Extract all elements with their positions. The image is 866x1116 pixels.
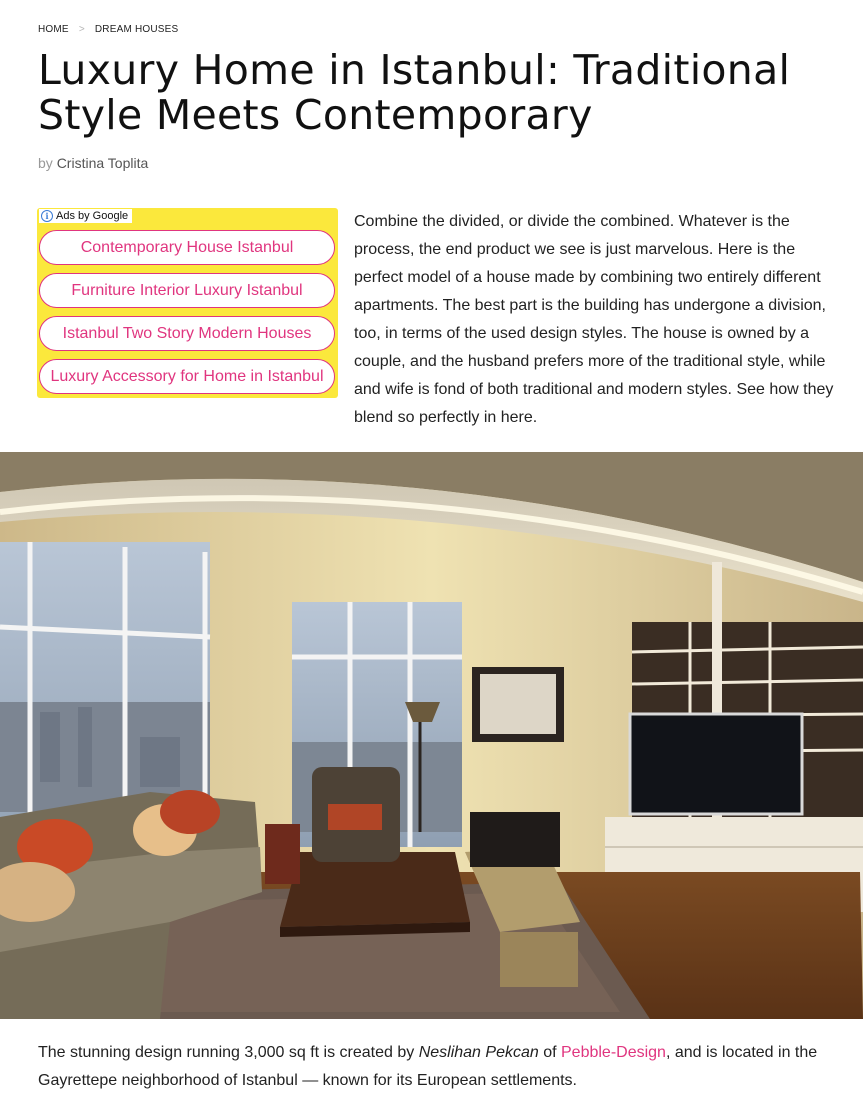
pebble-design-link[interactable]: Pebble-Design xyxy=(561,1044,666,1061)
caption-text-part2: of xyxy=(538,1044,561,1061)
info-icon[interactable]: i xyxy=(41,210,53,222)
breadcrumb-separator: > xyxy=(78,24,85,35)
caption-text-part1: The stunning design running 3,000 sq ft is created by xyxy=(38,1044,419,1061)
article-intro-paragraph: Combine the divided, or divide the combined. Whatever is the process, the end product we see is just marvelous. Here is the perfect model of a house made by combining two entirely different apartments. The best part is the building has undergone a division, too, in terms of the used design styles. The house is owned by a couple, and the husband prefers more of the traditional style, while and wife is fond of both traditional and modern styles. See how they blend so perfectly in here. xyxy=(354,213,834,426)
author-link[interactable]: Cristina Toplita xyxy=(56,155,149,171)
ads-by-google-label[interactable] xyxy=(39,209,132,223)
ad-link-istanbul-two-story-modern-houses[interactable]: Istanbul Two Story Modern Houses xyxy=(39,316,335,351)
caption-text-part3: , and is located in the Gayrettepe neighborhood of Istanbul — known for its European settlements. xyxy=(38,1044,818,1089)
page-title: Luxury Home in Istanbul: Traditional Style Meets Contemporary xyxy=(38,46,791,139)
designer-name: Neslihan Pekcan xyxy=(418,1044,539,1061)
ad-link-furniture-interior-luxury-istanbul[interactable]: Furniture Interior Luxury Istanbul xyxy=(39,273,335,308)
living-room-photo xyxy=(0,452,863,1019)
breadcrumb-home-link[interactable]: HOME xyxy=(38,24,69,35)
byline-prefix: by xyxy=(38,155,53,171)
breadcrumb-dream-houses-link[interactable]: DREAM HOUSES xyxy=(94,24,179,35)
google-ads-block xyxy=(37,208,338,398)
ad-link-luxury-accessory-home-istanbul[interactable]: Luxury Accessory for Home in Istanbul xyxy=(39,359,335,394)
ads-label-text: Ads by Google xyxy=(56,210,129,222)
ad-link-contemporary-house-istanbul[interactable]: Contemporary House Istanbul xyxy=(39,230,335,265)
breadcrumb xyxy=(38,24,178,35)
image-caption-paragraph xyxy=(38,1039,838,1095)
byline xyxy=(38,155,148,171)
